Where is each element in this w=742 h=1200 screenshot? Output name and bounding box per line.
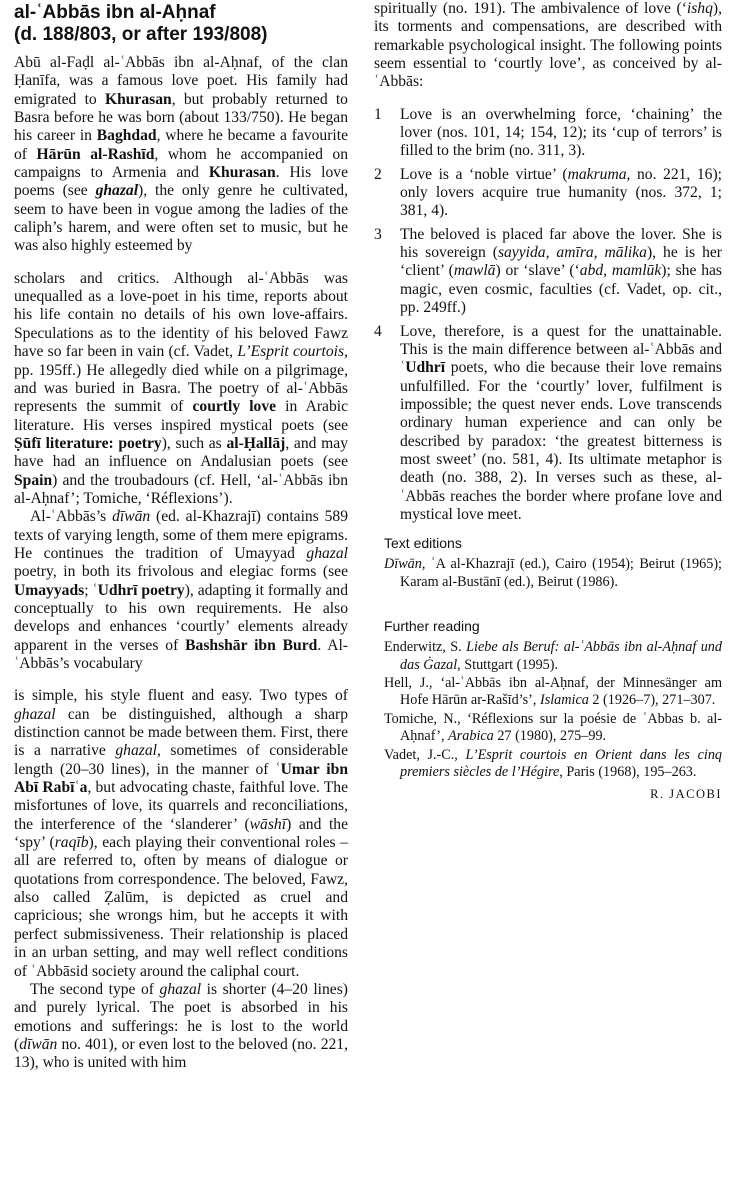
list-item	[374, 323, 722, 525]
crossref-bashshar[interactable]: Bashshār ibn Burd	[185, 636, 318, 654]
reference-entry: Tomiche, N., ‘Réflexions sur la poésie de ʿAbbas b. al-Aḥnaf’, Arabica 27 (1980), 275–99.	[384, 710, 722, 745]
scholars-paragraph: scholars and critics. Although al-ʿAbbās was unequalled as a love-poet in his time, reports about his life contain no details of his own love-affairs. Speculations as to the identity of his beloved Fawz have so far been in vain (cf. Vadet, L’Esprit courtois, pp. 195ff.) He allegedly died while on a pilgrimage, and was buried in Basra. The poetry of al-ʿAbbās represents the summit of courtly love in Arabic literature. His verses inspired mystical poets (see Ṣūfī literature: poetry), such as al-Ḥallāj, and may have had an influence on Andalusian poets (see Spain) and the troubadours (cf. Hell, ‘al-ʿAbbās ibn al-Aḥnaf’; Tomiche, ‘Réflexions’).	[14, 269, 348, 507]
entry-title	[14, 2, 348, 46]
entry-title-name: al-ʿAbbās ibn al-Aḥnaf	[14, 2, 216, 23]
crossref-spain[interactable]: Spain	[14, 471, 53, 489]
text-editions-heading: Text editions	[384, 535, 462, 552]
list-item	[374, 106, 722, 161]
courtly-love-points-list	[374, 106, 722, 525]
list-item-text: Love is an overwhelming force, ‘chaining’ the lover (nos. 101, 14; 154, 12); its ‘cup of terrors’ is filled to the brim (no. 311, 3).	[400, 105, 722, 160]
reference-entry: Enderwitz, S. Liebe als Beruf: al-ʿAbbās ibn al-Aḥnaf und das Ġazal, Stuttgart (1995).	[384, 639, 722, 673]
entry-title-dates: (d. 188/803, or after 193/808)	[14, 24, 268, 45]
crossref-udhri[interactable]: ʿUdhrī	[400, 359, 446, 377]
list-item-text: Love, therefore, is a quest for the unattainable. This is the main difference between al-ʿAbbās and ʿUdhrī poets, who die because their love remains unfulfilled. For the ‘courtly’ lover, fulfilment is impossible; the quest never ends. Love transcends ordinary human experience and can only be described by paradox: ‘the greatest bitterness is most sweet’ (no. 581, 4). Its ultimate metaphor is death (no. 388, 2). In verses such as these, al-ʿAbbās reaches the border where profane love and mystical love meet.	[400, 322, 722, 523]
crossref-hallaj[interactable]: al-Ḥallāj	[226, 434, 286, 452]
list-item-text: Love is a ‘noble virtue’ (makruma, no. 221, 16); only lovers acquire true humanity (nos. 372, 1; 381, 4).	[400, 165, 722, 220]
crossref-ghazal[interactable]: ghazal	[95, 182, 139, 200]
further-reading-heading: Further reading	[384, 618, 480, 635]
list-item	[374, 166, 722, 221]
diwan-paragraph: Al-ʿAbbās’s dīwān (ed. al-Khazrajī) contains 589 texts of varying length, some of them mere epigrams. He continues the tradition of Umayyad ghazal poetry, in both its frivolous and elegiac forms (see Umayyads; ʿUdhrī poetry), adapting it formally and conceptually to his own requirements. He also develops and enhances ‘courtly’ elements already apparent in the verses of Bashshār ibn Burd. Al-ʿAbbās’s vocabulary	[14, 508, 348, 672]
crossref-umayyads[interactable]: Umayyads	[14, 581, 85, 599]
list-item-number: 4	[374, 322, 382, 340]
crossref-harun[interactable]: Hārūn al-Rashīd	[36, 145, 155, 163]
list-item	[374, 226, 722, 318]
list-item-text: The beloved is placed far above the lover. She is his sovereign (sayyida, amīra, mālika), he is her ‘client’ (mawlā) or ‘slave’ (‘abd, mamlūk); she has magic, even cosmic, faculties (cf. Vadet, op. cit., pp. 249ff.)	[400, 225, 722, 317]
crossref-khurasan[interactable]: Khurasan	[104, 90, 172, 108]
author-signature: R. JACOBI	[650, 787, 722, 802]
right-column	[374, 0, 722, 804]
crossref-umar[interactable]: ʿUmar ibn Abī Rabīʿa	[14, 760, 348, 797]
intro-paragraph: Abū al-Faḍl al-ʿAbbās ibn al-Aḥnaf, of the clan Ḥanīfa, was a famous love poet. His family had emigrated to Khurasan, but probably returned to Basra before he was born (about 133/750). He began his career in Baghdad, where he became a favourite of Hārūn al-Rashīd, whom he accompanied on campaigns to Armenia and Khurasan. His love poems (see ghazal), the only genre he cultivated, seem to have been in vogue among the ladies of the caliph’s harem, and were often set to music, but he was also highly esteemed by	[14, 54, 348, 255]
left-column	[14, 0, 348, 1073]
crossref-baghdad[interactable]: Baghdad	[96, 127, 157, 145]
crossref-khurasan-2[interactable]: Khurasan	[208, 164, 276, 182]
crossref-sufi-literature[interactable]: Ṣūfī literature: poetry	[14, 434, 162, 452]
list-item-number: 2	[374, 165, 382, 183]
list-item-number: 3	[374, 225, 382, 243]
ghazal-types-paragraph: is simple, his style fluent and easy. Two types of ghazal can be distinguished, although a sharp distinction cannot be made between them. First, there is a narrative ghazal, sometimes of considerable length (20–30 lines), in the manner of ʿUmar ibn Abī Rabīʿa, but advocating chaste, faithful love. The misfortunes of love, its quarrels and reconciliations, the interference of the ‘slanderer’ (wāshī) and the ‘spy’ (raqīb), each playing their conventional roles – all are referred to, often by means of dialogue or quotations from correspondence. The beloved, Fawz, also called Ẓalūm, is depicted as cruel and capricious; she wrongs him, but he accepts it with perfect submissiveness. Their relationship is placed in an urban setting, and may well reflect conditions of ʿAbbāsid society around the caliphal court.	[14, 687, 349, 980]
ambivalence-paragraph: spiritually (no. 191). The ambivalence of love (‘ishq), its torments and compensations, are described with remarkable psychological insight. The following points seem essential to ‘courtly love’, as conceived by al-ʿAbbās:	[374, 0, 722, 91]
reference-entry: Vadet, J.-C., L’Esprit courtois en Orient dans les cinq premiers siècles de l’Hégire, Paris (1968), 195–263.	[384, 746, 723, 780]
list-item-number: 1	[374, 105, 382, 123]
reference-entry: Hell, J., ‘al-ʿAbbās ibn al-Aḥnaf, der Minnesänger am Hofe Hārūn ar-Rašīd’s’, Islamica 2 (1926–7), 271–307.	[384, 674, 722, 709]
text-editions-entry: Dīwān, ʿA al-Khazrajī (ed.), Cairo (1954); Beirut (1965); Karam al-Bustānī (ed.), Beirut (1986).	[384, 556, 722, 590]
crossref-udhri-poetry[interactable]: ʿUdhrī poetry	[92, 581, 185, 599]
crossref-courtly-love[interactable]: courtly love	[192, 398, 277, 416]
second-type-paragraph: The second type of ghazal is shorter (4–20 lines) and purely lyrical. The poet is absorbed in his emotions and sufferings: he is lost to the world (dīwān no. 401), or even lost to the beloved (no. 221, 13), who is united with him	[14, 980, 348, 1072]
